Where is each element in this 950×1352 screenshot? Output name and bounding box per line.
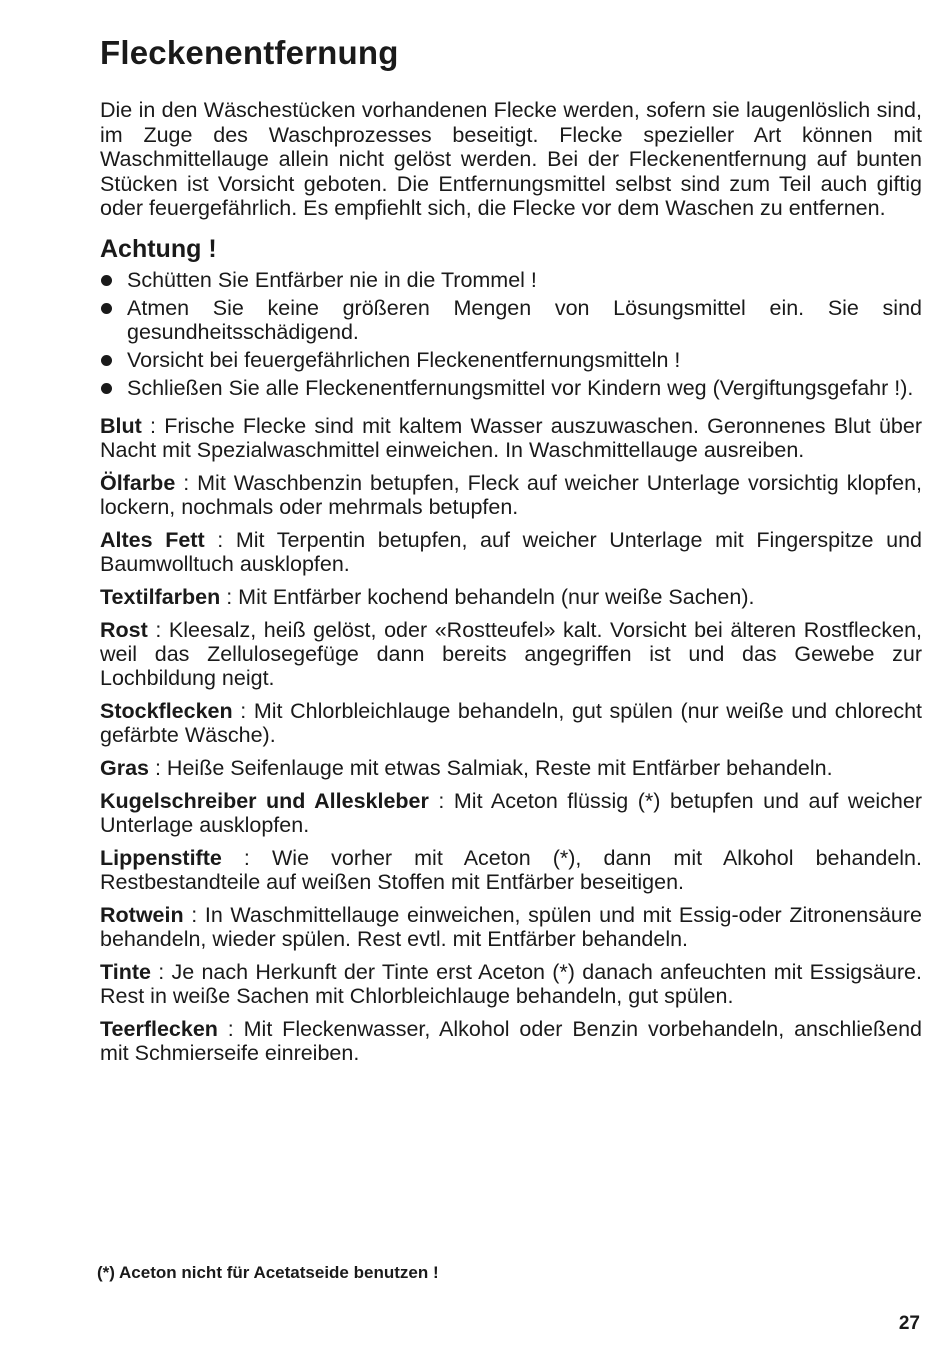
stain-instructions: : Mit Terpentin betupfen, auf weicher Unterlage mit Fingerspitze und Baumwolltuch ausklopfen. bbox=[100, 527, 922, 576]
bullet-icon bbox=[101, 303, 112, 314]
warning-text: Schütten Sie Entfärber nie in die Trommel ! bbox=[127, 267, 537, 292]
bullet-icon bbox=[101, 355, 112, 366]
stain-term: Altes Fett bbox=[100, 527, 205, 552]
stain-instructions: : Mit Fleckenwasser, Alkohol oder Benzin vorbehandeln, anschließend mit Schmierseife einreiben. bbox=[100, 1016, 922, 1065]
stain-entry bbox=[100, 756, 922, 780]
stain-entry bbox=[100, 585, 922, 609]
stain-entry bbox=[100, 960, 922, 1008]
stain-instructions: : Frische Flecke sind mit kaltem Wasser auszuwaschen. Geronnenes Blut über Nacht mit Spezialwaschmittel einweichen. In Waschmittellauge ausreiben. bbox=[100, 413, 922, 462]
stain-instructions: : In Waschmittellauge einweichen, spülen und mit Essig-oder Zitronensäure behandeln, wieder spülen. Rest evtl. mit Entfärber behandeln. bbox=[100, 902, 922, 951]
stain-term: Lippenstifte bbox=[100, 845, 222, 870]
warning-item bbox=[100, 348, 922, 372]
footnote: (*) Aceton nicht für Acetatseide benutzen ! bbox=[97, 1263, 439, 1282]
warning-text: Atmen Sie keine größeren Mengen von Lösungsmittel ein. Sie sind gesundheitsschädigend. bbox=[127, 295, 922, 344]
stain-entry bbox=[100, 903, 922, 951]
stain-instructions: : Mit Chlorbleichlauge behandeln, gut spülen (nur weiße und chlorecht gefärbte Wäsche). bbox=[100, 698, 922, 747]
stain-term: Stockflecken bbox=[100, 698, 233, 723]
bullet-icon bbox=[101, 383, 112, 394]
stain-term: Blut bbox=[100, 413, 142, 438]
warning-item bbox=[100, 268, 922, 292]
stain-term: Tinte bbox=[100, 959, 151, 984]
stain-entry bbox=[100, 789, 922, 837]
stain-term: Textilfarben bbox=[100, 584, 221, 609]
stain-entry bbox=[100, 528, 922, 576]
stain-list bbox=[100, 414, 922, 1065]
warning-heading: Achtung ! bbox=[100, 234, 217, 263]
stain-term: Rotwein bbox=[100, 902, 184, 927]
stain-entry bbox=[100, 699, 922, 747]
page-content bbox=[100, 34, 922, 1074]
warning-item bbox=[100, 296, 922, 344]
stain-term: Gras bbox=[100, 755, 150, 780]
stain-instructions: : Kleesalz, heiß gelöst, oder «Rostteufel» kalt. Vorsicht bei älteren Rostflecken, weil das Zellulosegefüge dann bereits angegriffen ist und das Gewebe zur Lochbildung neigt. bbox=[100, 617, 922, 690]
warning-list bbox=[100, 268, 922, 400]
stain-term: Teerflecken bbox=[100, 1016, 218, 1041]
stain-instructions: : Je nach Herkunft der Tinte erst Aceton (*) danach anfeuchten mit Essigsäure. Rest in weiße Sachen mit Chlorbleichlauge behandeln, gut spülen. bbox=[100, 959, 922, 1008]
stain-instructions: : Mit Entfärber kochend behandeln (nur weiße Sachen). bbox=[220, 584, 755, 609]
stain-term: Ölfarbe bbox=[100, 470, 176, 495]
warning-item bbox=[100, 376, 922, 400]
page-title: Fleckenentfernung bbox=[100, 34, 399, 71]
stain-instructions: : Heiße Seifenlauge mit etwas Salmiak, Reste mit Entfärber behandeln. bbox=[149, 755, 833, 780]
stain-entry bbox=[100, 414, 922, 462]
stain-term: Rost bbox=[100, 617, 148, 642]
warning-text: Vorsicht bei feuergefährlichen Fleckenentfernungsmitteln ! bbox=[127, 347, 681, 372]
stain-entry bbox=[100, 846, 922, 894]
stain-entry bbox=[100, 618, 922, 690]
stain-term: Kugelschreiber und Alleskleber bbox=[100, 788, 429, 813]
stain-entry bbox=[100, 471, 922, 519]
warning-text: Schließen Sie alle Fleckenentfernungsmittel vor Kindern weg (Vergiftungsgefahr !). bbox=[127, 375, 914, 400]
page-number: 27 bbox=[898, 1313, 920, 1334]
stain-entry bbox=[100, 1017, 922, 1065]
bullet-icon bbox=[101, 275, 112, 286]
intro-paragraph: Die in den Wäschestücken vorhandenen Flecke werden, sofern sie laugenlöslich sind, im Zuge des Waschprozesses beseitigt. Flecke spezieller Art können mit Waschmittellauge allein nicht gelöst werden. Bei der Fleckenentfernung auf bunten Stücken ist Vorsicht geboten. Die Entfernungsmittel selbst sind zum Teil auch giftig oder feuergefährlich. Es empfiehlt sich, die Flecke vor dem Waschen zu entfernen. bbox=[100, 98, 922, 220]
stain-instructions: : Wie vorher mit Aceton (*), dann mit Alkohol behandeln. Restbestandteile auf weißen Stoffen mit Entfärber beseitigen. bbox=[100, 845, 922, 894]
stain-instructions: : Mit Waschbenzin betupfen, Fleck auf weicher Unterlage vorsichtig klopfen, lockern, nochmals oder mehrmals betupfen. bbox=[100, 470, 922, 519]
stain-instructions: : Mit Aceton flüssig (*) betupfen und auf weicher Unterlage ausklopfen. bbox=[100, 788, 923, 837]
